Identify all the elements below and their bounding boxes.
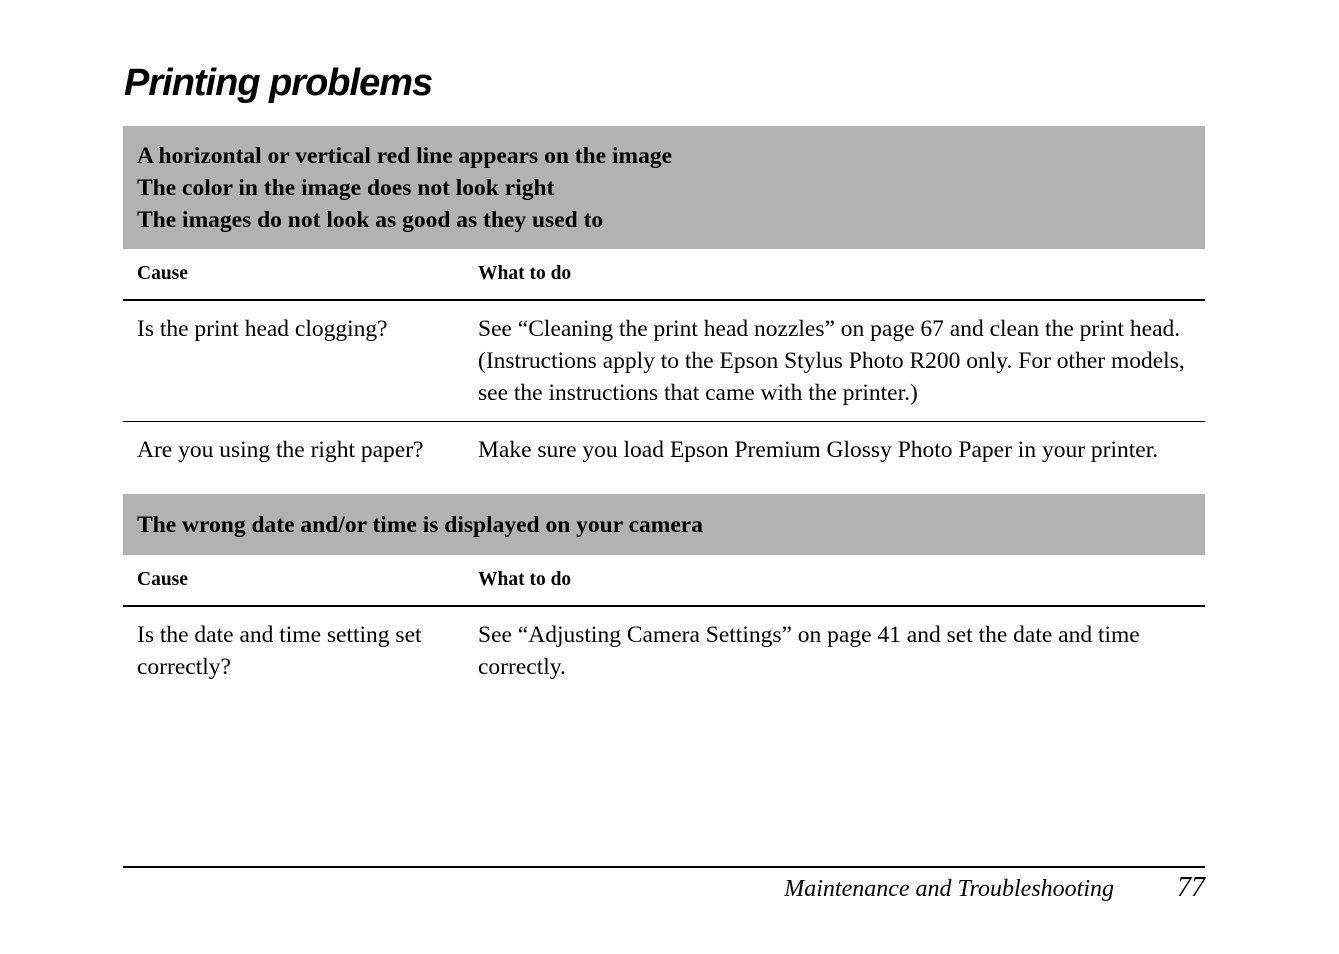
- table-row: [123, 301, 1205, 422]
- table-row: [123, 607, 1205, 697]
- what-to-do-cell: See “Adjusting Camera Settings” on page 41 and set the date and time correctly.: [478, 622, 1140, 680]
- problem-title: The images do not look as good as they used to: [137, 207, 604, 233]
- footer-divider: [123, 866, 1205, 868]
- cause-cell: Is the print head clogging?: [137, 316, 388, 342]
- column-header-cause: Cause: [137, 569, 188, 590]
- problem-title: The color in the image does not look right: [137, 175, 555, 201]
- cause-cell: Is the date and time setting set correctly?: [137, 622, 422, 680]
- page-title: Printing problems: [124, 62, 433, 104]
- page-number: 77: [1177, 872, 1205, 903]
- table-header-row: [123, 555, 1205, 607]
- column-header-cause: Cause: [137, 263, 188, 284]
- cause-cell: Are you using the right paper?: [137, 437, 424, 463]
- problem-header: [123, 126, 1205, 249]
- table-row: [123, 422, 1205, 492]
- problem-title: A horizontal or vertical red line appears on the image: [137, 143, 673, 169]
- footer-section-name: Maintenance and Troubleshooting: [784, 876, 1114, 902]
- problem-title: The wrong date and/or time is displayed on your camera: [137, 512, 703, 538]
- what-to-do-cell: See “Cleaning the print head nozzles” on page 67 and clean the print head. (Instructions apply to the Epson Stylus Photo R200 only. For other models, see the instructions that came with the printer.): [478, 316, 1185, 406]
- problem-section: [123, 126, 1205, 492]
- column-header-what-to-do: What to do: [478, 569, 572, 590]
- problem-header: [123, 494, 1205, 555]
- what-to-do-cell: Make sure you load Epson Premium Glossy Photo Paper in your printer.: [478, 437, 1159, 463]
- problem-section: [123, 494, 1205, 697]
- table-header-row: [123, 249, 1205, 301]
- column-header-what-to-do: What to do: [478, 263, 572, 284]
